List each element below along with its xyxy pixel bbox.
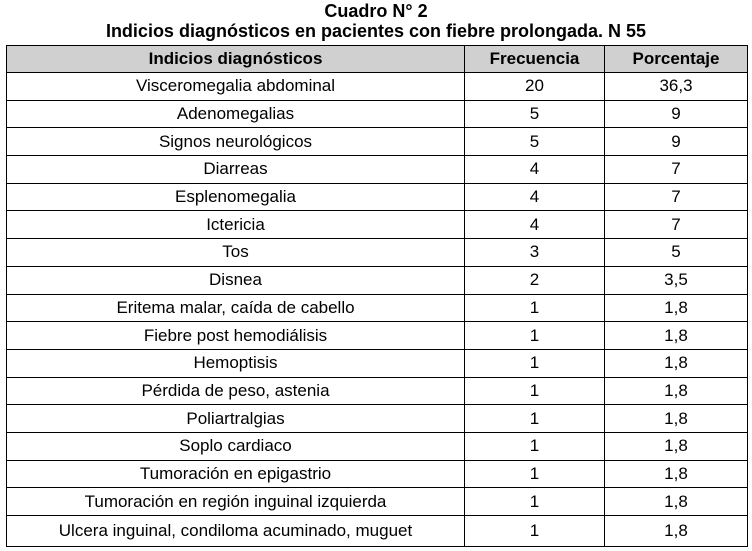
cell-porcentaje: 1,8 <box>605 349 748 377</box>
cell-porcentaje: 1,8 <box>605 322 748 350</box>
cell-frecuencia: 20 <box>465 73 605 101</box>
cell-frecuencia: 1 <box>465 488 605 516</box>
cell-frecuencia: 1 <box>465 294 605 322</box>
cell-indicio: Tos <box>7 239 465 267</box>
cell-frecuencia: 1 <box>465 349 605 377</box>
table-title: Cuadro N° 2 <box>324 1 428 21</box>
table-row <box>7 183 748 211</box>
cell-indicio: Pérdida de peso, astenia <box>7 377 465 405</box>
cell-porcentaje: 7 <box>605 211 748 239</box>
header-row <box>7 46 748 73</box>
cell-frecuencia: 1 <box>465 377 605 405</box>
cell-frecuencia: 1 <box>465 516 605 547</box>
cell-frecuencia: 1 <box>465 322 605 350</box>
cell-porcentaje: 1,8 <box>605 405 748 433</box>
cell-indicio: Tumoración en epigastrio <box>7 460 465 488</box>
header-porcentaje: Porcentaje <box>605 46 748 73</box>
cell-porcentaje: 5 <box>605 239 748 267</box>
cell-porcentaje: 7 <box>605 183 748 211</box>
table-row <box>7 73 748 101</box>
cell-porcentaje: 1,8 <box>605 460 748 488</box>
cell-indicio: Fiebre post hemodiálisis <box>7 322 465 350</box>
cell-porcentaje: 7 <box>605 156 748 184</box>
cell-porcentaje: 3,5 <box>605 266 748 294</box>
table-subtitle: Indicios diagnósticos en pacientes con fiebre prolongada. N 55 <box>105 21 647 41</box>
table-row <box>7 266 748 294</box>
cell-indicio: Adenomegalias <box>7 100 465 128</box>
cell-porcentaje: 1,8 <box>605 432 748 460</box>
table-row <box>7 460 748 488</box>
cell-frecuencia: 4 <box>465 183 605 211</box>
cell-frecuencia: 4 <box>465 156 605 184</box>
cell-indicio: Poliartralgias <box>7 405 465 433</box>
cell-frecuencia: 3 <box>465 239 605 267</box>
table-row <box>7 128 748 156</box>
cell-frecuencia: 2 <box>465 266 605 294</box>
table-row <box>7 294 748 322</box>
table-row <box>7 156 748 184</box>
cell-frecuencia: 1 <box>465 432 605 460</box>
cell-frecuencia: 1 <box>465 460 605 488</box>
cell-porcentaje: 36,3 <box>605 73 748 101</box>
cell-indicio: Visceromegalia abdominal <box>7 73 465 101</box>
table-row <box>7 488 748 516</box>
cell-indicio: Ictericia <box>7 211 465 239</box>
cell-porcentaje: 1,8 <box>605 294 748 322</box>
table-row <box>7 516 748 547</box>
cell-indicio: Hemoptisis <box>7 349 465 377</box>
cell-porcentaje: 1,8 <box>605 377 748 405</box>
cell-indicio: Disnea <box>7 266 465 294</box>
diagnostic-table <box>6 45 748 547</box>
table-row <box>7 349 748 377</box>
table-row <box>7 211 748 239</box>
cell-porcentaje: 9 <box>605 100 748 128</box>
cell-porcentaje: 9 <box>605 128 748 156</box>
cell-porcentaje: 1,8 <box>605 516 748 547</box>
header-indicios: Indicios diagnósticos <box>7 46 465 73</box>
header-frecuencia: Frecuencia <box>465 46 605 73</box>
cell-frecuencia: 4 <box>465 211 605 239</box>
table-row <box>7 100 748 128</box>
table-row <box>7 322 748 350</box>
cell-frecuencia: 5 <box>465 128 605 156</box>
cell-indicio: Eritema malar, caída de cabello <box>7 294 465 322</box>
cell-frecuencia: 5 <box>465 100 605 128</box>
table-row <box>7 432 748 460</box>
cell-frecuencia: 1 <box>465 405 605 433</box>
table-row <box>7 405 748 433</box>
table-caption <box>0 0 752 41</box>
cell-indicio: Diarreas <box>7 156 465 184</box>
table-row <box>7 239 748 267</box>
cell-indicio: Esplenomegalia <box>7 183 465 211</box>
cell-porcentaje: 1,8 <box>605 488 748 516</box>
cell-indicio: Soplo cardiaco <box>7 432 465 460</box>
cell-indicio: Tumoración en región inguinal izquierda <box>7 488 465 516</box>
cell-indicio: Signos neurológicos <box>7 128 465 156</box>
cell-indicio: Ulcera inguinal, condiloma acuminado, muguet <box>7 516 465 547</box>
table-row <box>7 377 748 405</box>
